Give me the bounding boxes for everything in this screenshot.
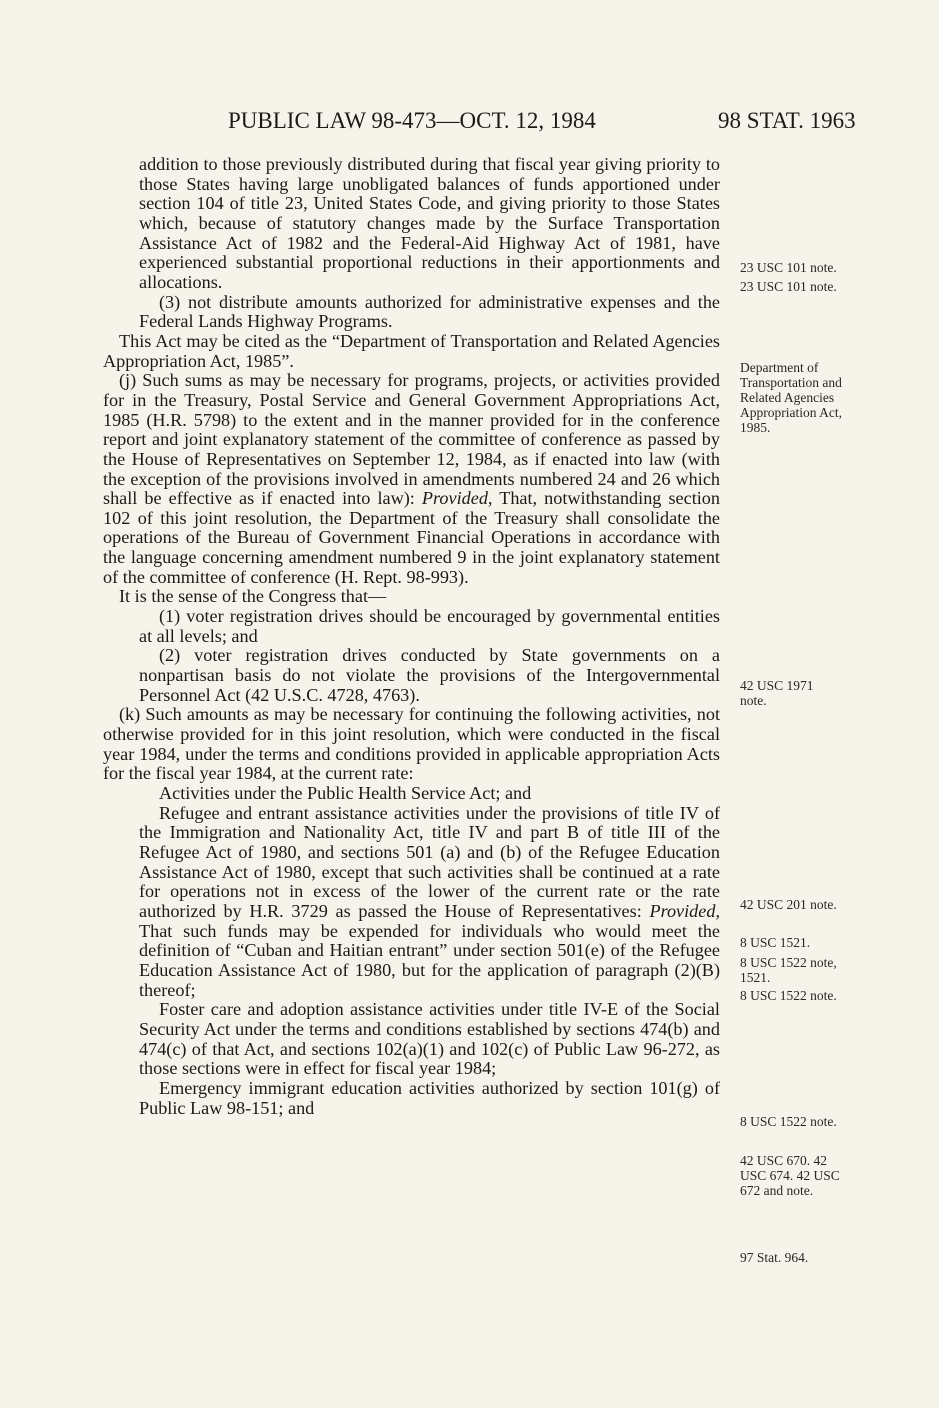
paragraph: (k) Such amounts as may be necessary for continuing the following activities, not otherwise provided for in this joint resolution, which were conducted in the fiscal year 1984, under the terms and conditions provided in applicable appropriation Acts for the fiscal year 1984, at the current rate:: [103, 704, 720, 784]
text-span: That, notwithstanding section 102 of this joint resolution, the Department of the Treasury shall consolidate the operations of the Bureau of Government Financial Operations in accordance with the language concerning amendment numbered 9 in the joint explanatory statement of the committee of conference (H. Rept. 98-993).: [103, 488, 720, 587]
margin-note: 8 USC 1521.: [740, 935, 811, 950]
paragraph: (3) not distribute amounts authorized for administrative expenses and the Federal Lands Highway Programs.: [139, 291, 720, 332]
margin-note: 97 Stat. 964.: [740, 1250, 809, 1265]
main-text: [103, 155, 720, 1118]
text-span: Refugee and entrant assistance activities under the provisions of title IV of the Immigration and Nationality Act, title IV and part B of title III of the Refugee Act of 1980, and sections 501 (a) and (b) of the Refugee Education Assistance Act of 1980, except that such activities shall be continued at a rate for operations not in excess of the lower of the current rate or the rate authorized by H.R. 3729 as passed the House of Representatives:: [139, 802, 720, 921]
paragraph: [103, 371, 720, 587]
paragraph: This Act may be cited as the “Department of Transportation and Related Agencies Appropriation Act, 1985”.: [103, 330, 720, 371]
paragraph: [103, 804, 720, 1001]
margin-note: 8 USC 1522 note, 1521.: [740, 955, 837, 985]
paragraph: (2) voter registration drives conducted by State governments on a nonpartisan basis do not violate the provisions of the Intergovernmental Personnel Act (42 U.S.C. 4728, 4763).: [139, 645, 720, 705]
paragraph: Foster care and adoption assistance activities under title IV-E of the Social Security Act under the terms and conditions established by sections 474(b) and 474(c) of that Act, and sections 102(a)(1) and 102(c) of Public Law 96-272, as those sections were in effect for fiscal year 1984;: [139, 999, 720, 1079]
provided-term: Provided,: [421, 488, 493, 509]
paragraph: (1) voter registration drives should be encouraged by governmental entities at all levels; and: [139, 606, 720, 646]
header-stat-page: 98 STAT. 1963: [718, 108, 856, 133]
margin-note: 42 USC 1971 note.: [740, 678, 814, 708]
margin-note: 23 USC 101 note.: [740, 260, 837, 275]
paragraph: Emergency immigrant education activities authorized by section 101(g) of Public Law 98-151; and: [139, 1077, 720, 1118]
paragraph: addition to those previously distributed during that fiscal year giving priority to those States having large unobligated balances of funds apportioned under section 104 of title 23, United States Code, and giving priority to those States which, because of statutory changes made by the Surface Transportation Assistance Act of 1982 and the Federal-Aid Highway Act of 1981, have experienced substantial proportional reductions in their apportionments and allocations.: [139, 154, 720, 292]
margin-note: 23 USC 101 note.: [740, 279, 837, 294]
margin-note: 42 USC 670. 42 USC 674. 42 USC 672 and note.: [740, 1153, 840, 1198]
text-span: That such funds may be expended for individuals who would meet the definition of “Cuban and Haitian entrant” under section 501(e) of the Refugee Education Assistance Act of 1980, but for the application of paragraph (2)(B) thereof;: [139, 920, 720, 1000]
margin-note: 42 USC 201 note.: [740, 897, 837, 912]
paragraph: It is the sense of the Congress that—: [119, 586, 387, 607]
margin-note: 8 USC 1522 note.: [740, 988, 837, 1003]
header-title: PUBLIC LAW 98-473—OCT. 12, 1984: [228, 108, 596, 133]
page-header: [0, 106, 939, 136]
text-span: (j) Such sums as may be necessary for programs, projects, or activities provided for in the Treasury, Postal Service and General Government Appropriations Act, 1985 (H.R. 5798) to the extent and in the manner provided for in the conference report and joint explanatory statement of the committee of conference as passed by the House of Representatives on September 12, 1984, as if enacted into law (with the exception of the provisions involved in amendments numbered 24 and 26 which shall be effective as if enacted into law):: [103, 370, 720, 509]
margin-note: 8 USC 1522 note.: [740, 1114, 837, 1129]
paragraph: Activities under the Public Health Service Act; and: [159, 783, 532, 803]
margin-note: Department of Transportation and Related Agencies Appropriation Act, 1985.: [740, 360, 842, 435]
provided-term: Provided,: [649, 900, 720, 921]
